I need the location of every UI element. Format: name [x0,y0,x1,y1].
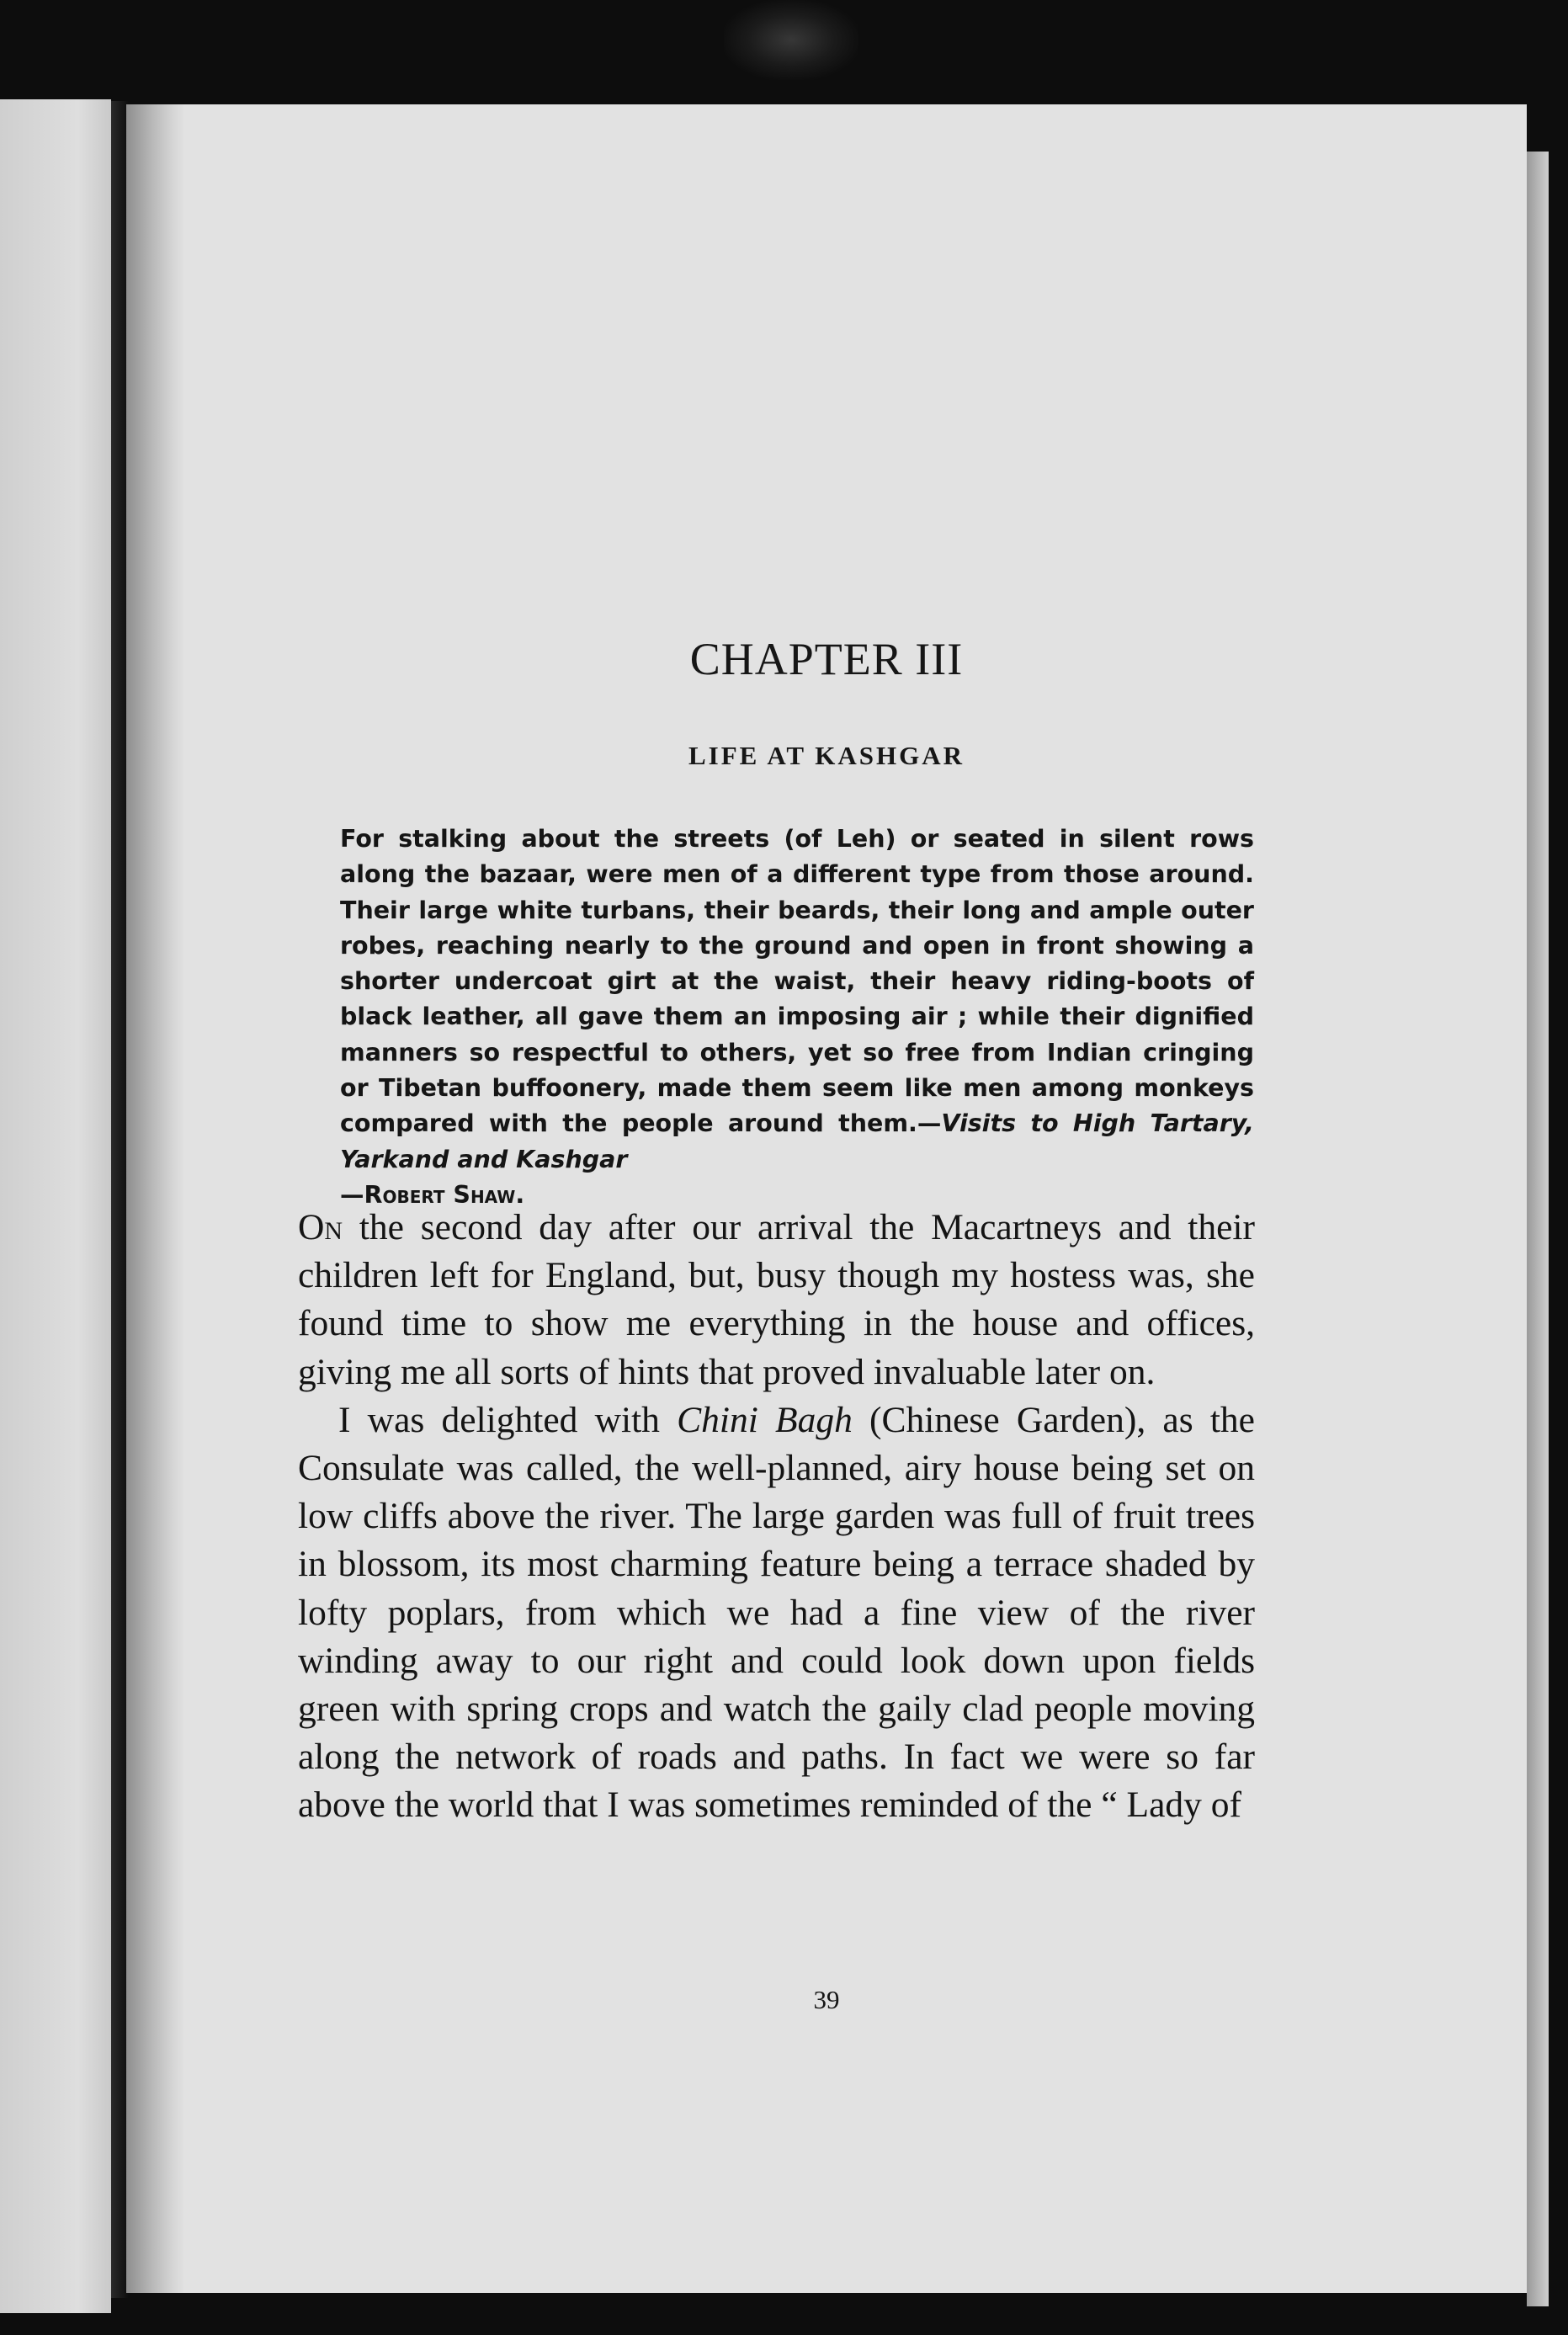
paragraph-text: I was delighted with [338,1399,678,1440]
paragraph-text: (Chinese Garden), as the Consulate was called, the well-planned, airy house being set on low cliffs above the river. The large garden was full of fruit trees in blossom, its most charming feature being a terrace shaded by lofty poplars, from which we had a fine view of the river winding away to our right and could look down upon fields green with spring crops and watch the gaily clad people moving along the network of roads and paths. In fact we were so far above the world that I was sometimes reminded of the “ Lady of [298,1399,1255,1826]
gutter-shadow [111,101,128,2298]
page-binding-shadow [126,104,185,2293]
epigraph [340,822,1254,1213]
epigraph-paragraph [340,822,1254,1213]
facing-page-edge [0,99,111,2313]
chapter-title: CHAPTER III [689,634,964,684]
epigraph-author: —Robert Shaw. [340,1180,525,1209]
page-right-edge [1527,152,1549,2306]
body-text [298,1204,1255,1830]
epigraph-text: For stalking about the streets (of Leh) or seated in silent rows along the bazaar, were men of a different type from those around. Their large white turbans, their beards, their long and ample outer robes, reaching nearly to the ground and open in front showing a shorter undercoat girt at the waist, their heavy riding-boots of black leather, all gave them an imposing air ; while their dignified manners so respectful to others, yet so free from Indian cringing or Tibetan buffoonery, made them seem like men among monkeys compared with the people around them.— [340,825,1254,1138]
paragraph-text: the second day after our arrival the Macartneys and their children left for England, but, busy though my hostess was, she found time to show me everything in the house and offices, giving me all sorts of hints that proved invaluable later on. [298,1207,1255,1392]
body-paragraph-2 [298,1396,1255,1830]
scan-artifact [724,0,858,80]
chapter-subtitle: LIFE AT KASHGAR [688,741,965,770]
epigraph-source: Visits to High Tartary, Yarkand and Kashgar [340,1109,1254,1173]
italic-place-name: Chini Bagh [677,1399,853,1440]
paragraph-lead-word: On [298,1207,343,1247]
page-number: 39 [813,1985,840,2014]
body-paragraph-1 [298,1204,1255,1396]
